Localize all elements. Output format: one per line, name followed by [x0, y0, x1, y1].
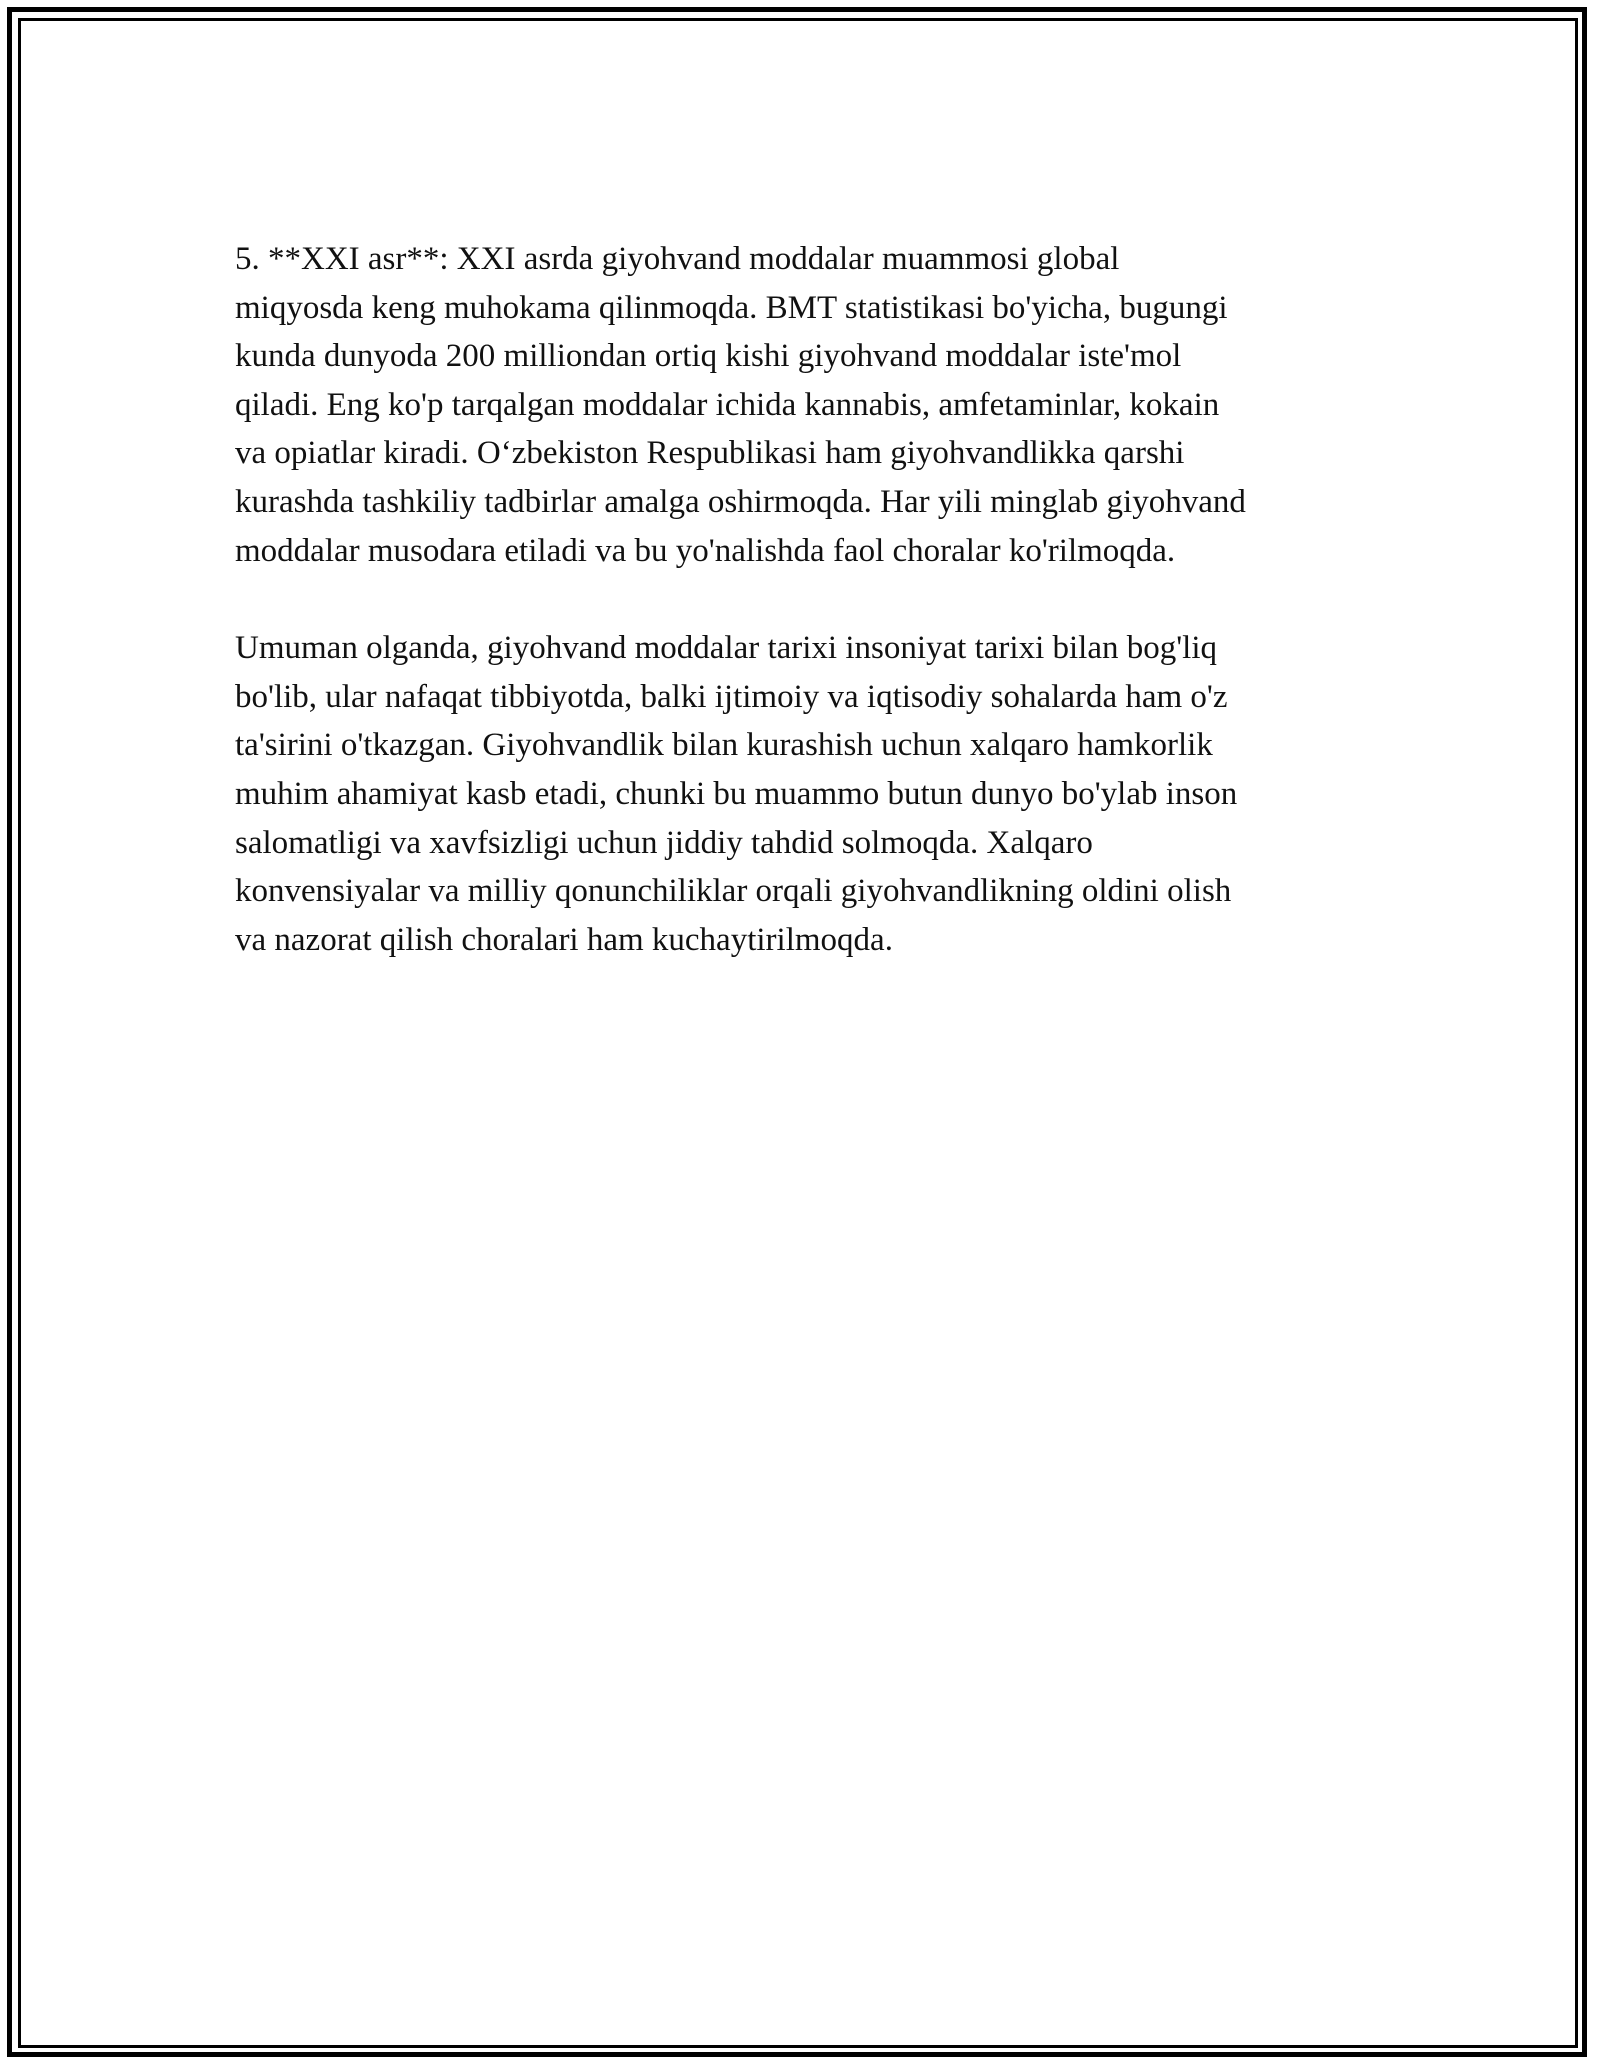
document-body: [235, 235, 1385, 964]
paragraph-xxi-century: 5. **XXI asr**: XXI asrda giyohvand moddalar muammosi global miqyosda keng muhokama qilinmoqda. BMT statistikasi bo'yicha, bugungi kunda dunyoda 200 milliondan ortiq kishi giyohvand moddalar iste'mol qiladi. Eng ko'p tarqalgan moddalar ichida kannabis, amfetaminlar, kokain va opiatlar kiradi. O‘zbekiston Respublikasi ham giyohvandlikka qarshi kurashda tashkiliy tadbirlar amalga oshirmoqda. Har yili minglab giyohvand moddalar musodara etiladi va bu yo'nalishda faol choralar ko'rilmoqda.: [235, 241, 1246, 569]
paragraph-conclusion: Umuman olganda, giyohvand moddalar tarixi insoniyat tarixi bilan bog'liq bo'lib, ular nafaqat tibbiyotda, balki ijtimoiy va iqtisodiy sohalarda ham o'z ta'sirini o'tkazgan. Giyohvandlik bilan kurashish uchun xalqaro hamkorlik muhim ahamiyat kasb etadi, chunki bu muammo butun dunyo bo'ylab inson salomatligi va xavfsizligi uchun jiddiy tahdid solmoqda. Xalqaro konvensiyalar va milliy qonunchiliklar orqali giyohvandlikning oldini olish va nazorat qilish choralari ham kuchaytirilmoqda.: [235, 630, 1238, 958]
